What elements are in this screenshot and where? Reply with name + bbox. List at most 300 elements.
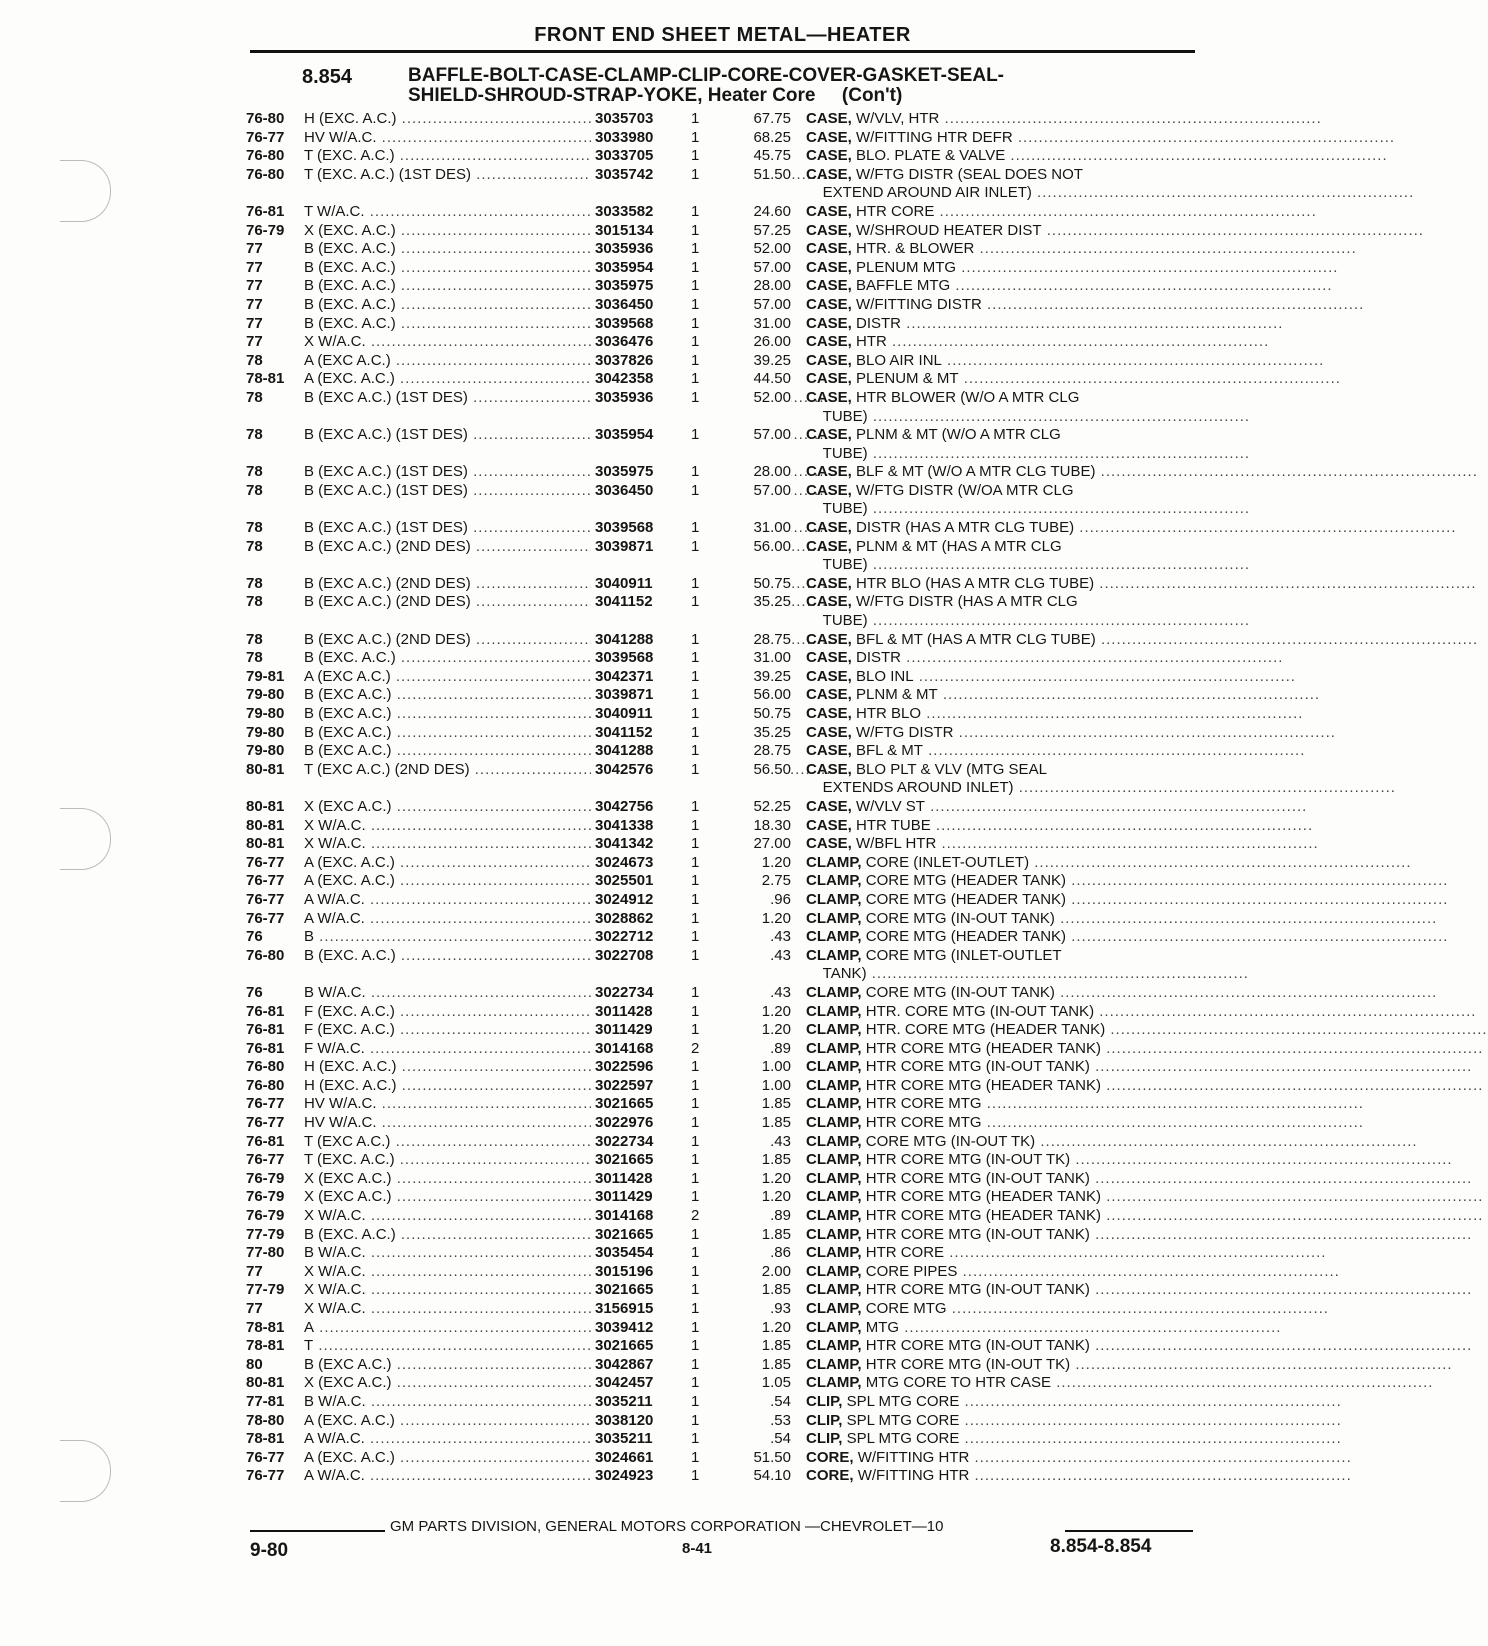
part-number: 3036450 [591,482,695,501]
leader-dots: ......................................................................... [944,1244,1327,1262]
description-text: HTR CORE [856,202,935,220]
part-number: 3035703 [591,110,695,129]
leader-dots: ......................................................................... [981,295,1365,313]
quantity: 1 [691,1058,721,1077]
table-row [246,1169,1473,1189]
part-number: 3042576 [591,761,695,780]
leader-dots: ......................................................................... [1089,1337,1473,1355]
price: 1.20 [721,1003,791,1022]
description-keyword: CASE, [806,388,852,406]
table-row [246,1207,1484,1226]
description [806,1281,1473,1300]
application: A (EXC A.C.) ..... [304,668,824,687]
part-number: 3011428 [591,1003,695,1022]
part-number: 3036450 [591,296,695,315]
description [806,853,1412,873]
description-keyword: CASE, [806,537,852,555]
quantity: 1 [691,370,721,389]
quantity: 1 [691,1095,721,1114]
price: 1.20 [721,854,791,873]
leader-dots: ......................................................................... [939,110,1322,127]
part-number: 3033582 [591,203,695,222]
section-number: 8.854 [302,66,353,88]
description [806,147,1388,166]
description-keyword: CASE, [806,240,852,258]
description-continuation: TUBE) [822,556,868,574]
leader-dots: ......................................................................... [1013,779,1396,797]
description-keyword: CLAMP, [806,983,862,1001]
description-keyword: CLAMP, [806,1374,862,1392]
part-number: 3022708 [591,947,695,966]
price: 45.75 [721,147,791,166]
table-row [246,1058,1473,1077]
part-number: 3037826 [591,352,695,371]
description-continuation: TANK) [822,965,867,983]
leader-dots: ......................................................................... [913,667,1296,685]
price: 26.00 [721,333,791,352]
description [806,240,1357,259]
leader-dots: ......................................................................... [959,1411,1342,1429]
description-text: CORE MTG [865,1300,947,1317]
part-number: 3041152 [591,724,695,743]
leader-dots: ......................................................................... [1012,128,1396,146]
quantity: 1 [691,482,721,501]
quantity: 1 [691,631,721,650]
table-row [246,240,1357,259]
description [806,1095,1364,1114]
application: B W/A.C. ..... [304,984,824,1003]
part-number: 3021665 [591,1095,695,1114]
application: B (EXC A.C.) ..... [304,686,824,705]
description-text: SPL MTG CORE [846,1411,960,1429]
application: B (EXC A.C.) ..... [304,705,824,724]
description-text: BFL & MT (HAS A MTR CLG TUBE) [856,630,1096,648]
table-row [246,649,1284,668]
description [806,1021,1488,1040]
price: .89 [721,1207,791,1226]
model-years: 78 [246,649,263,667]
part-number: 3035975 [591,463,695,482]
price: 1.00 [721,1077,791,1096]
price: 1.20 [721,910,791,929]
model-years: 78 [246,351,263,369]
part-number: 3035211 [591,1393,695,1412]
description [806,574,1477,594]
description-keyword: CASE, [806,742,852,760]
description [806,1318,1282,1338]
description-keyword: CLAMP, [806,946,862,964]
quantity: 1 [691,724,721,743]
leader-dots: ......................................................................... [956,258,1339,276]
description [806,370,1341,389]
table-row [246,388,1251,426]
description [806,723,1336,743]
price: 39.25 [721,668,791,687]
price: 56.00 [721,686,791,705]
price: 52.25 [721,798,791,817]
model-years: 79-80 [246,686,285,704]
leader-dots: ......................................................................... [953,723,1336,741]
description-text: W/FTG DISTR [856,723,954,741]
quantity: 1 [691,1467,721,1486]
description [806,1002,1477,1022]
application: B (EXC. A.C.) ..... [304,1226,824,1245]
table-row [246,1318,1282,1338]
table-row [246,277,1333,296]
description [806,686,1321,705]
leader-dots: ......................................................................... [1074,519,1457,537]
model-years: 78-81 [246,1337,285,1355]
leader-dots: ......................................................................... [934,202,1317,220]
price: 52.00 [721,389,791,408]
description-keyword: CLAMP, [806,853,862,871]
quantity: 1 [691,166,721,185]
description-keyword: CASE, [806,426,852,444]
table-row [246,816,1314,836]
part-number: 3041288 [591,631,695,650]
leader-dots: ......................................................................... [867,444,1251,462]
description [806,1300,1329,1319]
quantity: 1 [691,315,721,334]
price: 24.60 [721,203,791,222]
application: B W/A.C. ..... [304,1244,824,1263]
price: 18.30 [721,817,791,836]
leader-dots: ......................................................................... [1070,1151,1453,1169]
application: A (EXC. A.C.) ..... [304,1449,824,1468]
description-keyword: CLIP, [806,1411,843,1429]
part-number: 3042371 [591,668,695,687]
description-continuation: TUBE) [822,612,868,630]
quantity: 1 [691,426,721,445]
description-text: HTR BLOWER (W/O A MTR CLG [856,388,1080,406]
description [806,909,1438,929]
model-years: 76-80 [246,165,285,183]
part-number: 3041338 [591,817,695,836]
part-number: 3033980 [591,129,695,148]
price: 31.00 [721,649,791,668]
leader-dots: ......................................................................... [886,333,1270,351]
quantity: 1 [691,203,721,222]
description-keyword: CASE, [806,481,852,499]
description-keyword: CASE, [806,147,852,165]
description [806,519,1457,538]
leader-dots: ......................................................................... [921,705,1304,722]
description-text: BLO INL [856,667,914,685]
part-number: 3024912 [591,891,695,910]
table-row [246,314,1284,334]
price: .43 [721,947,791,966]
quantity: 1 [691,519,721,538]
description [806,1132,1418,1152]
quantity: 1 [691,575,721,594]
price: .53 [721,1412,791,1431]
model-years: 78 [246,463,263,481]
price: 1.85 [721,1095,791,1114]
application: X W/A.C. ..... [304,1207,824,1226]
table-row [246,1430,1342,1449]
application: B ..... [304,928,824,947]
description-text: HTR CORE MTG (HEADER TANK) [865,1076,1102,1094]
description-keyword: CASE, [806,649,852,667]
table-row [246,1188,1484,1207]
leader-dots: ......................................................................... [959,1392,1342,1410]
part-number: 3022976 [591,1114,695,1133]
application: H (EXC. A.C.) ..... [304,1077,824,1096]
binder-hole-bottom [60,1440,111,1502]
description-keyword: CASE, [806,295,852,313]
description-keyword: CLAMP, [806,1318,862,1336]
leader-dots: ......................................................................... [1029,853,1412,871]
table-row [246,835,1319,854]
price: 1.20 [721,1021,791,1040]
leader-dots: ......................................................................... [1089,1281,1473,1299]
part-number: 3022596 [591,1058,695,1077]
application: A (EXC A.C.) ..... [304,352,824,371]
description [806,1448,1352,1468]
model-years: 77 [246,295,263,313]
description-keyword: CASE, [806,277,852,295]
leader-dots: ......................................................................... [1066,928,1449,946]
leader-dots: ......................................................................... [867,612,1251,630]
model-years: 77 [246,1300,263,1317]
quantity: 1 [691,649,721,668]
leader-dots: ......................................................................... [1066,872,1449,890]
application: A W/A.C. ..... [304,1467,824,1486]
table-row [246,1244,1327,1263]
description-text: PLENUM & MT [856,370,959,388]
price: 35.25 [721,724,791,743]
price: 57.00 [721,426,791,445]
quantity: 1 [691,147,721,166]
price: 51.50 [721,1449,791,1468]
price: 35.25 [721,593,791,612]
table-row [246,1337,1473,1356]
description [806,165,1415,203]
quantity: 1 [691,1003,721,1022]
price: 50.75 [721,705,791,724]
description [806,1467,1352,1486]
description [806,835,1319,854]
leader-dots: ......................................................................... [1031,184,1415,202]
leader-dots: ......................................................................... [957,1262,1340,1280]
application: A (EXC. A.C.) ..... [304,872,824,891]
description-text: CORE MTG (HEADER TANK) [865,890,1067,908]
footer-section-range: 8.854-8.854 [1050,1536,1152,1557]
table-row [246,1039,1484,1059]
price: 1.00 [721,1058,791,1077]
part-number: 3024673 [591,854,695,873]
description-text: BLO PLT & VLV (MTG SEAL [856,760,1047,778]
description-text: CORE MTG (IN-OUT TANK) [865,909,1055,927]
description-text: CORE MTG (HEADER TANK) [865,872,1067,890]
part-number: 3028862 [591,910,695,929]
description [806,314,1284,334]
leader-dots: ......................................................................... [950,277,1333,295]
description [806,1058,1473,1077]
description-keyword: CLAMP, [806,872,862,890]
description [806,1374,1434,1393]
model-years: 78 [246,519,263,537]
leader-dots: ......................................................................... [922,742,1306,760]
part-number: 3042457 [591,1374,695,1393]
model-years: 80-81 [246,816,285,834]
leader-dots: ......................................................................... [974,240,1357,258]
description-text: HTR CORE [865,1244,945,1262]
model-years: 78-81 [246,1318,285,1336]
description [806,128,1396,148]
model-years: 76-77 [246,853,285,871]
price: 1.20 [721,1188,791,1207]
description-keyword: CLAMP, [806,890,862,908]
application: B (EXC A.C.) (1ST DES) ..... [304,389,824,408]
description-text: W/VLV, HTR [856,110,940,127]
description [806,1430,1342,1449]
section-continued: (Con't) [841,85,903,106]
application: A (EXC. A.C.) ..... [304,854,824,873]
description [806,1411,1342,1431]
table-row [246,1262,1340,1282]
description [806,705,1304,724]
description-text: DISTR [856,314,902,332]
description [806,221,1424,241]
model-years: 80-81 [246,1374,285,1392]
model-years: 77 [246,314,263,332]
price: .89 [721,1040,791,1059]
description-text: W/FITTING HTR [857,1448,970,1466]
description-keyword: CASE, [806,221,852,239]
parts-list [246,110,1488,1486]
quantity: 1 [691,1021,721,1040]
leader-dots: ......................................................................... [930,816,1314,834]
description [806,983,1438,1003]
description [806,537,1251,575]
quantity: 1 [691,872,721,891]
price: 68.25 [721,129,791,148]
price: 57.00 [721,296,791,315]
part-number: 3021665 [591,1151,695,1170]
page-title: FRONT END SHEET METAL—HEATER [534,24,911,46]
model-years: 79-80 [246,723,285,741]
description-text: HTR BLO [856,705,922,722]
description-text: BLF & MT (W/O A MTR CLG TUBE) [856,463,1096,481]
description-text: PLENUM MTG [856,258,957,276]
part-number: 3039568 [591,315,695,334]
leader-dots: ......................................................................... [1095,463,1478,481]
part-number: 3040911 [591,575,695,594]
model-years: 76-80 [246,110,285,127]
price: 52.00 [721,240,791,259]
description [806,1169,1473,1189]
table-row [246,946,1249,984]
quantity: 1 [691,1263,721,1282]
price: 67.75 [721,110,791,129]
description-text: HTR CORE MTG (HEADER TANK) [865,1188,1102,1206]
application: HV W/A.C. ..... [304,1095,824,1114]
description-keyword: CASE, [806,630,852,648]
model-years: 76-81 [246,1132,285,1150]
price: 2.00 [721,1263,791,1282]
model-years: 76-80 [246,946,285,964]
description-text: HTR CORE MTG (IN-OUT TK) [865,1151,1071,1169]
part-number: 3035954 [591,426,695,445]
part-number: 3041288 [591,742,695,761]
table-row [246,1076,1484,1096]
table-row [246,909,1438,929]
description [806,760,1396,798]
description-text: MTG CORE TO HTR CASE [865,1374,1052,1392]
table-row [246,1355,1453,1375]
model-years: 78 [246,388,263,406]
description-keyword: CASE, [806,370,852,388]
table-row [246,723,1336,743]
description-keyword: CASE, [806,686,852,704]
description-text: HTR. CORE MTG (IN-OUT TANK) [865,1002,1095,1020]
quantity: 1 [691,928,721,947]
table-row [246,872,1449,891]
description-text: CORE MTG (IN-OUT TANK) [865,983,1055,1001]
model-years: 80-81 [246,797,285,815]
footer-rule-right [1065,1530,1193,1532]
leader-dots: ......................................................................... [1101,1207,1484,1225]
leader-dots: ......................................................................... [1070,1355,1453,1373]
price: 1.85 [721,1356,791,1375]
price: 1.85 [721,1151,791,1170]
description [806,426,1251,463]
description-keyword: CASE, [806,165,852,183]
application: B (EXC. A.C.) ..... [304,315,824,334]
application: B (EXC. A.C.) ..... [304,649,824,668]
part-number: 3039871 [591,686,695,705]
leader-dots: ......................................................................... [867,407,1251,425]
price: 28.75 [721,631,791,650]
application: X W/A.C. ..... [304,333,824,352]
table-row [246,574,1477,594]
description-text: HTR TUBE [856,816,931,834]
description-continuation: EXTENDS AROUND INLET) [822,779,1014,797]
part-number: 3011429 [591,1188,695,1207]
table-row [246,1392,1342,1412]
application: A W/A.C. ..... [304,891,824,910]
quantity: 1 [691,705,721,724]
quantity: 1 [691,1412,721,1431]
application: B (EXC A.C.) (1ST DES) ..... [304,482,824,501]
description-text: CORE (INLET-OUTLET) [865,853,1030,871]
application: X W/A.C. ..... [304,1263,824,1282]
price: 1.85 [721,1226,791,1245]
quantity: 1 [691,1281,721,1300]
application: H (EXC. A.C.) ..... [304,1058,824,1077]
model-years: 76-77 [246,909,285,927]
table-row [246,1225,1473,1245]
application: B (EXC. A.C.) ..... [304,277,824,296]
application: B (EXC A.C.) ..... [304,724,824,743]
leader-dots: ......................................................................... [969,1448,1352,1466]
description-continuation: TUBE) [822,444,868,462]
section-title-line1: BAFFLE-BOLT-CASE-CLAMP-CLIP-CORE-COVER-GASKET-SEAL- [408,65,1005,86]
part-number: 3033705 [591,147,695,166]
description-keyword: CLAMP, [806,1021,862,1039]
description-text: CORE MTG (HEADER TANK) [865,928,1067,946]
description-continuation: TUBE) [822,407,868,425]
description [806,258,1339,278]
footer-rule-left [250,1530,385,1532]
price: 1.85 [721,1281,791,1300]
quantity: 1 [691,1244,721,1263]
description-continuation: TUBE) [822,500,868,518]
description [806,1355,1453,1375]
section-title [408,66,1004,106]
model-years: 78-81 [246,1430,285,1448]
